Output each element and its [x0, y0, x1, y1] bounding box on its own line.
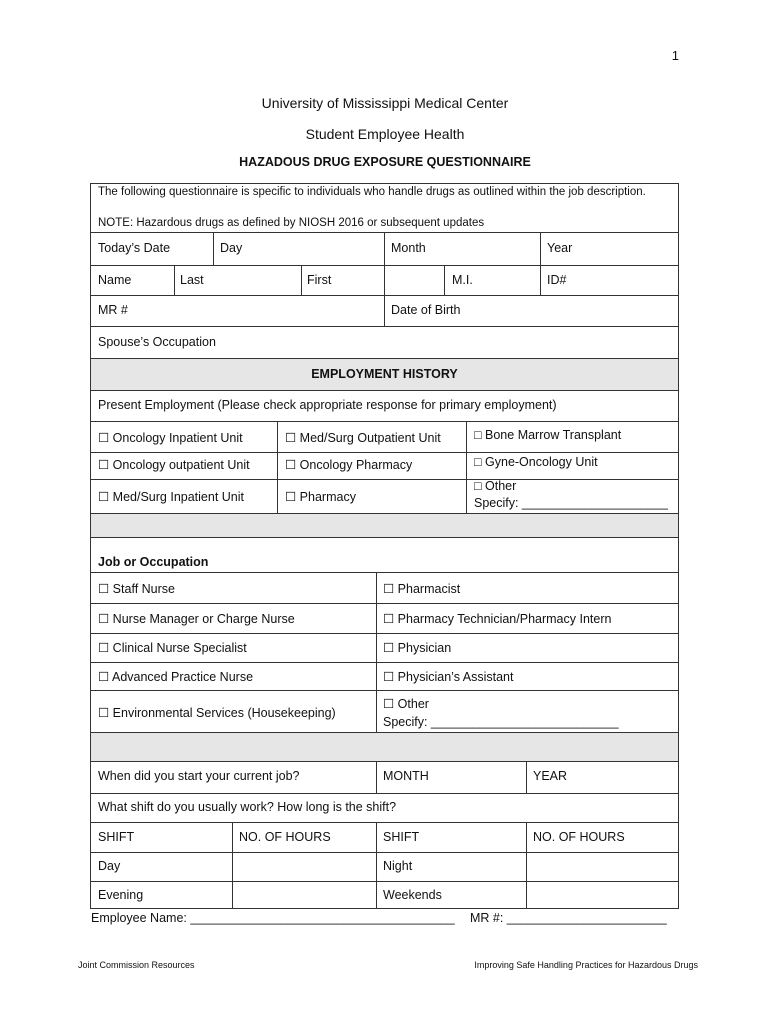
last-name-field[interactable]: Last	[180, 273, 204, 287]
column-divider	[376, 761, 377, 793]
row-divider	[90, 822, 679, 823]
nurse-manager-checkbox[interactable]: ☐ Nurse Manager or Charge Nurse	[98, 612, 295, 626]
column-divider	[540, 232, 541, 295]
weekends-shift-label: Weekends	[383, 888, 442, 902]
other-employment-checkbox[interactable]: □ Other	[474, 479, 517, 493]
pharmacist-checkbox[interactable]: ☐ Pharmacist	[383, 582, 461, 596]
column-divider	[384, 232, 385, 326]
shift-header: SHIFT	[383, 830, 420, 844]
dob-field[interactable]: Date of Birth	[391, 303, 461, 317]
row-divider	[90, 881, 679, 882]
column-divider	[466, 421, 467, 513]
bone-marrow-checkbox[interactable]: □ Bone Marrow Transplant	[474, 428, 622, 442]
spouse-occupation-field[interactable]: Spouse’s Occupation	[98, 335, 216, 349]
oncology-outpatient-checkbox[interactable]: ☐ Oncology outpatient Unit	[98, 458, 250, 472]
column-divider	[232, 822, 233, 909]
intro-text: The following questionnaire is specific to individuals who handle drugs as outlined within the job description.	[98, 186, 646, 198]
employee-name-field[interactable]: Employee Name: ______________________________________	[91, 911, 455, 925]
row-divider	[90, 479, 679, 480]
shaded-spacer-row	[91, 514, 678, 537]
row-divider	[90, 793, 679, 794]
institution-name: University of Mississippi Medical Center	[261, 95, 509, 111]
row-divider	[90, 537, 679, 538]
row-divider	[90, 662, 679, 663]
pharmacy-technician-checkbox[interactable]: ☐ Pharmacy Technician/Pharmacy Intern	[383, 612, 612, 626]
start-year-field[interactable]: YEAR	[533, 769, 568, 783]
night-shift-label: Night	[383, 859, 413, 873]
hours-header: NO. OF HOURS	[533, 830, 625, 844]
column-divider	[376, 822, 377, 909]
job-occupation-heading: Job or Occupation	[98, 555, 209, 569]
hours-header: NO. OF HOURS	[239, 830, 331, 844]
medsurg-outpatient-checkbox[interactable]: ☐ Med/Surg Outpatient Unit	[285, 431, 441, 445]
day-shift-label: Day	[98, 859, 121, 873]
staff-nurse-checkbox[interactable]: ☐ Staff Nurse	[98, 582, 175, 596]
row-divider	[90, 572, 679, 573]
footer-left: Joint Commission Resources	[78, 960, 195, 970]
footer-right: Improving Safe Handling Practices for Hazardous Drugs	[474, 960, 698, 970]
day-field[interactable]: Day	[220, 241, 243, 255]
pharmacy-checkbox[interactable]: ☐ Pharmacy	[285, 490, 356, 504]
shaded-spacer-row	[91, 733, 678, 761]
row-divider	[90, 390, 679, 391]
start-month-field[interactable]: MONTH	[383, 769, 429, 783]
present-employment-prompt: Present Employment (Please check appropriate response for primary employment)	[98, 398, 557, 412]
row-divider	[90, 761, 679, 762]
gyne-oncology-checkbox[interactable]: □ Gyne-Oncology Unit	[474, 455, 598, 469]
oncology-pharmacy-checkbox[interactable]: ☐ Oncology Pharmacy	[285, 458, 413, 472]
row-divider	[90, 690, 679, 691]
id-field[interactable]: ID#	[547, 273, 567, 287]
column-divider	[444, 265, 445, 295]
first-name-field[interactable]: First	[307, 273, 332, 287]
mr-field[interactable]: MR #	[98, 303, 128, 317]
other-occupation-checkbox[interactable]: ☐ Other	[383, 697, 429, 711]
column-divider	[526, 822, 527, 909]
oncology-inpatient-checkbox[interactable]: ☐ Oncology Inpatient Unit	[98, 431, 243, 445]
column-divider	[277, 421, 278, 513]
physician-checkbox[interactable]: ☐ Physician	[383, 641, 452, 655]
job-start-question: When did you start your current job?	[98, 769, 300, 783]
column-divider	[213, 232, 214, 265]
month-field[interactable]: Month	[391, 241, 426, 255]
environmental-services-checkbox[interactable]: ☐ Environmental Services (Housekeeping)	[98, 706, 336, 720]
column-divider	[301, 265, 302, 295]
evening-shift-label: Evening	[98, 888, 144, 902]
page-number: 1	[671, 48, 679, 63]
form-title: HAZADOUS DRUG EXPOSURE QUESTIONNAIRE	[239, 155, 531, 169]
physician-assistant-checkbox[interactable]: ☐ Physician’s Assistant	[383, 670, 514, 684]
medsurg-inpatient-checkbox[interactable]: ☐ Med/Surg Inpatient Unit	[98, 490, 245, 504]
name-label: Name	[98, 273, 132, 287]
employment-history-heading: EMPLOYMENT HISTORY	[311, 367, 458, 381]
row-divider	[90, 452, 679, 453]
niosh-note: NOTE: Hazardous drugs as defined by NIOSH 2016 or subsequent updates	[98, 217, 485, 229]
column-divider	[174, 265, 175, 295]
middle-initial-field[interactable]: M.I.	[452, 273, 473, 287]
column-divider	[376, 572, 377, 732]
shift-question: What shift do you usually work? How long is the shift?	[98, 800, 397, 814]
advanced-practice-nurse-checkbox[interactable]: ☐ Advanced Practice Nurse	[98, 670, 254, 684]
employee-mr-field[interactable]: MR #: _______________________	[470, 911, 667, 925]
row-divider	[90, 603, 679, 604]
department-name: Student Employee Health	[305, 126, 465, 142]
other-occupation-specify[interactable]: Specify: ___________________________	[383, 715, 619, 729]
year-field[interactable]: Year	[547, 241, 573, 255]
row-divider	[90, 852, 679, 853]
row-divider	[90, 326, 679, 327]
clinical-nurse-specialist-checkbox[interactable]: ☐ Clinical Nurse Specialist	[98, 641, 247, 655]
todays-date-label: Today’s Date	[98, 241, 171, 255]
row-divider	[90, 421, 679, 422]
shift-header: SHIFT	[98, 830, 135, 844]
column-divider	[526, 761, 527, 793]
other-employment-specify[interactable]: Specify: _____________________	[474, 496, 668, 510]
row-divider	[90, 633, 679, 634]
